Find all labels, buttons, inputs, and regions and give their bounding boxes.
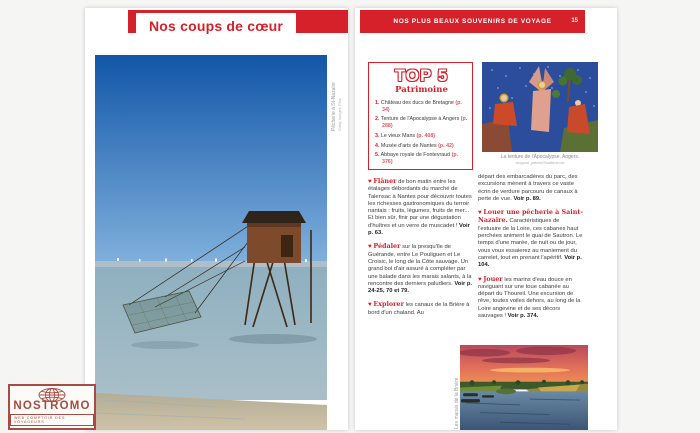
top5-item-1: [375, 100, 468, 113]
text-column-2: [478, 174, 583, 326]
heart-icon: ♥: [368, 243, 372, 251]
paragraph-explorer-continued: [478, 174, 583, 203]
item-name: Tenture de l'Apocalypse à Angers: [380, 116, 461, 123]
item-pageref: (p. 42): [438, 142, 454, 149]
item-number: 4.: [375, 142, 380, 149]
fishing-hut-photo: [95, 55, 327, 430]
page-ref: Voir p. 104.: [478, 254, 582, 269]
paragraph-explorer: [368, 301, 472, 317]
paragraph-body: les marins d'eau douce en naviguant sur une toue cabanée au départ du Thoureil. Une excursion de rêve, toutes voiles dehors, au long de la Loire angevine et de ses décors sauvages !: [478, 276, 581, 320]
lead-word: Louer une pêcherie à Saint-Nazaire.: [478, 208, 583, 225]
section-title-box: [136, 13, 296, 38]
page-ref: Voir p. 89.: [513, 195, 541, 202]
item-name: Abbaye royale de Fontevraud: [380, 152, 452, 159]
item-number: 3.: [375, 132, 380, 139]
right-header-bar: [360, 10, 585, 33]
page-ref: Voir p. 374.: [507, 313, 539, 320]
right-page: [355, 8, 617, 430]
tapestry-credit: isogood_patrick/Shutterstock: [515, 161, 565, 165]
left-photo-credit: Getty Images Plus: [337, 98, 342, 131]
tapestry-photo: [482, 62, 598, 152]
page-number: 15: [571, 18, 578, 24]
heart-icon: ♥: [478, 275, 482, 283]
left-photo-caption-text: Pêcherie à St-Nazaire: [331, 82, 337, 131]
paragraph-body: Caractéristiques de l'estuaire de la Loire, ces cabanes haut perchées animent le quai de Sautron. Le temps d'une marée, de nuit ou de jour, vous vous essaierez au maniement du carrelet, tout en prenant l'apéritif.: [478, 218, 583, 261]
fishing-hut-illustration: [95, 55, 327, 430]
paragraph-flaner: [368, 178, 472, 237]
page-ref: Voir p. 24-25, 70 et 79.: [368, 280, 472, 295]
section-title: Nos coups de cœur: [148, 17, 284, 34]
item-number: 5.: [375, 152, 380, 159]
left-page: [85, 8, 348, 430]
left-photo-caption: [331, 82, 343, 131]
item-number: 2.: [375, 116, 380, 123]
item-number: 1.: [375, 100, 380, 106]
top5-title: TOP 5: [394, 66, 449, 85]
marsh-photo-caption-text: Les marais de la Brière: [454, 377, 460, 429]
top5-item-5: [375, 152, 468, 165]
paragraph-body: de bon matin entre les étalages débordants du marché de Talensac à Nantes pour découvrir toutes les richesses gastronomiques du terroir nantais : fruits, légumes, fruits de mer... Et bien sûr, finir par une dégustation d'huîtres et un verre de muscadet !: [368, 179, 472, 229]
paragraph-jouer: [478, 276, 583, 321]
heart-icon: ♥: [478, 209, 482, 217]
text-column-1: [368, 178, 472, 323]
item-pageref: (p. 408): [416, 132, 436, 139]
lead-word: Jouer: [483, 274, 503, 283]
paragraph-body: les canaux de la Brière à bord d'un chaland. Au: [368, 302, 470, 316]
marsh-illustration: [460, 345, 588, 430]
item-pageref: (p. 376): [382, 152, 459, 165]
marsh-sunset-photo: [460, 345, 588, 430]
lead-word: Explorer: [373, 300, 404, 309]
tapestry-illustration: [482, 62, 598, 152]
item-pageref: (p. 288): [382, 116, 468, 129]
item-name: Le vieux Mans: [380, 132, 417, 139]
item-name: Château des ducs de Bretagne: [380, 100, 456, 106]
heart-icon: ♥: [368, 178, 372, 185]
marsh-photo-caption: [454, 378, 460, 429]
top5-box: [368, 62, 473, 170]
lead-word: Flâner: [373, 177, 397, 185]
top5-subtitle: Patrimoine: [395, 85, 448, 95]
top5-item-2: [375, 116, 468, 129]
logo-tagline: WEB COMPTOIR DES VOYAGEURS: [10, 414, 94, 426]
item-pageref: (p. 34): [382, 100, 462, 113]
item-name: Musée d'arts de Nantes: [380, 142, 439, 149]
paragraph-body: sur la presqu'île de Guérande, entre Le Pouliguen et Le Croisic, le long de la Côte sauvage. Un grand bol d'air assuré à compléter par une balade dans les marais salants, à la rencontre des derniers paludiers.: [368, 244, 472, 287]
running-head: NOS PLUS BEAUX SOUVENIRS DE VOYAGE: [393, 18, 552, 25]
lead-word: Pédaler: [373, 242, 401, 251]
heart-icon: ♥: [368, 301, 372, 309]
tapestry-caption: La tenture de l'Apocalypse, Angers.: [500, 154, 580, 160]
paragraph-body: départ des embarcadères du parc, des excursions mènent à travers ce vaste écrin de verdure parcouru de canaux à perte de vue.: [478, 174, 578, 202]
logo-name: NOSTROMO: [13, 400, 91, 412]
left-header-bar: [128, 10, 348, 33]
top5-item-4: [375, 143, 468, 150]
paragraph-louer: [478, 209, 583, 269]
top5-item-3: [375, 133, 468, 140]
page-ref: Voir p. 63.: [368, 222, 470, 237]
nostromo-watermark: [8, 384, 96, 430]
paragraph-pedaler: [368, 243, 472, 295]
